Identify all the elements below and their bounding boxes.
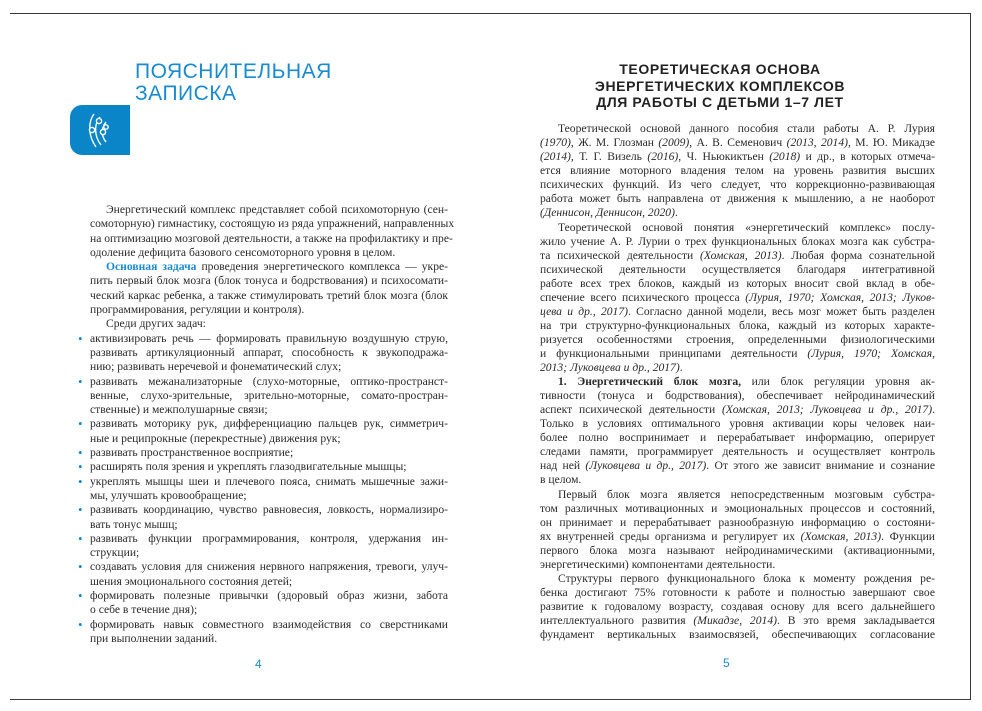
text-line: первого блока мозга называют нейродинамическими (активационными, xyxy=(540,543,935,557)
bullet-item xyxy=(78,459,448,475)
left-page-body xyxy=(78,203,455,646)
text-line: пить первый блок мозга (блок тонуса и бодрствования) и психосомати- xyxy=(90,274,448,288)
text-run: и др., в которых отмеча- xyxy=(800,150,935,163)
paragraph xyxy=(90,203,455,260)
text-line: расширять поля зрения и укреплять глазодвигательные мышцы; xyxy=(90,460,407,474)
text-run: . Функции xyxy=(881,529,935,543)
bullet-icon: • xyxy=(78,559,83,575)
bullet-item xyxy=(78,416,448,446)
title-line: ЭНЕРГЕТИЧЕСКИХ КОМПЛЕКСОВ xyxy=(594,77,846,94)
citation: (Хомская, 2013; Луковцева и др., 2017) xyxy=(722,403,933,416)
text-line: развивать межанализаторные (слухо-моторные, оптико-пространст- xyxy=(90,374,448,388)
text-line: Структуры первого функционального блока к моменту рождения ре- xyxy=(558,572,935,585)
text-line: вать тонус мышц; xyxy=(90,517,178,531)
text-line xyxy=(540,459,935,473)
bullet-icon: • xyxy=(78,416,83,432)
text-run: интеллектуального развития xyxy=(540,614,694,627)
citation: (Лурия, 1970; Хомская, xyxy=(807,346,935,360)
text-run: аспект психической деятельности xyxy=(540,403,723,416)
text-line: укреплять мышцы шеи и плечевого пояса, снимать мышечные зажи- xyxy=(90,474,448,488)
citation: 2013; Луковцева и др., 2017) xyxy=(540,360,680,374)
citation: (2009) xyxy=(658,136,690,149)
bullet-item xyxy=(78,445,448,461)
text-line: развивать моторику рук, дифференциацию пальцев рук, симметрич- xyxy=(90,417,448,431)
bullet-icon: • xyxy=(78,588,83,604)
bullet-item xyxy=(78,373,448,418)
bullet-icon: • xyxy=(78,616,83,632)
text-line: Среди других задач: xyxy=(106,317,206,331)
text-run: . Любая форма сознательной xyxy=(781,248,935,262)
bullet-item xyxy=(78,588,448,618)
text-line: следами памяти, программирует деятельность и осуществляет контроль xyxy=(540,445,935,458)
paragraph xyxy=(540,488,935,572)
text-run: . Согласно данной модели, весь мозг может быть разделен xyxy=(628,304,935,318)
text-line: ется влияние моторного владения телом на уровень развития высших xyxy=(540,164,935,177)
text-run: , А. В. Семенович xyxy=(689,136,787,149)
text-run: . В это время закладывается xyxy=(776,614,935,627)
text-run: . От этого же зависит внимание и сознание xyxy=(706,459,936,472)
bullet-icon: • xyxy=(78,473,83,489)
text-line: активизировать речь — формировать правильную воздушную струю, xyxy=(90,331,448,345)
text-line: психической деятельности осуществляется благодаря интегративной xyxy=(540,262,935,276)
citation: (Лурия, 1970; Хомская, 2013; Луков- xyxy=(745,290,935,304)
text-line: одоление дефицита базового сенсомоторного уровня в целом. xyxy=(90,245,396,259)
text-line: развивать артикуляционный аппарат, способность к звукоподража- xyxy=(90,345,448,359)
title-line: ПОЯСНИТЕЛЬНАЯ xyxy=(135,60,332,83)
text-line: Теоретической основой данного пособия стали работы А. Р. Лурия xyxy=(558,122,935,135)
paragraph xyxy=(540,375,935,487)
text-line: ственные) и межполушарные связи; xyxy=(90,403,268,417)
bullet-icon: • xyxy=(78,459,83,475)
text-line xyxy=(90,260,448,274)
text-run: . xyxy=(932,403,935,416)
citation: (2016) xyxy=(647,150,679,163)
text-line: на оптимизацию мозговой деятельности, а также на профилактику и пре- xyxy=(90,231,453,245)
paragraph xyxy=(540,221,935,375)
text-line: шения эмоционального состояния детей; xyxy=(90,574,293,588)
text-line: о себе в течение дня); xyxy=(90,603,198,617)
text-run: или блок регуляции уровня ак- xyxy=(741,375,935,388)
accent-term: Основная задача xyxy=(106,260,197,274)
text-line: мы, улучшать кровообращение; xyxy=(90,488,247,502)
text-line: психических функций. Из чего следует, что коррекционно-развивающая xyxy=(540,178,935,191)
text-line: энергетическими) компонентами деятельности. xyxy=(540,557,776,571)
section-icon-box xyxy=(70,105,130,155)
title-line: ДЛЯ РАБОТЫ С ДЕТЬМИ 1–7 ЛЕТ xyxy=(596,94,844,110)
bullet-icon: • xyxy=(78,445,83,461)
text-line xyxy=(540,305,935,319)
paragraph xyxy=(540,122,935,220)
citation: (2014) xyxy=(540,150,571,163)
text-line: работе всех трех блоков, каждый из которых вносит свой вклад в обе- xyxy=(540,276,935,290)
text-line: создавать условия для снижения нервного напряжения, тревоги, улуч- xyxy=(90,560,448,574)
text-line: в целом. xyxy=(540,473,582,486)
text-line: на три структурно-функциональных блока, каждый из которых характе- xyxy=(540,318,935,332)
text-line: Теоретической основой понятия «энергетический комплекс» послу- xyxy=(558,220,935,234)
text-line xyxy=(540,150,935,164)
text-run: проведения энергетического комплекса — укре- xyxy=(196,260,448,274)
text-line: программирования, регуляции и контроля). xyxy=(90,303,305,317)
text-run: ях внутренней среды организма и регулирует их xyxy=(540,529,801,543)
text-line xyxy=(540,614,935,628)
text-line: развивать функции программирования, контроля, удержания ин- xyxy=(90,531,448,545)
text-line: развивать пространственное восприятие; xyxy=(90,446,294,460)
text-line: струкции; xyxy=(90,546,140,560)
text-line: ризуется особенностями строения, определенными физиологическими xyxy=(540,332,935,346)
bullet-icon: • xyxy=(78,530,83,546)
page-number-left: 4 xyxy=(255,657,262,671)
text-line: Только в условиях оптимального уровня активации коры человек наи- xyxy=(540,417,935,430)
text-line: нию; развивать неречевой и фонематический слух; xyxy=(90,360,342,374)
text-line xyxy=(540,530,935,544)
text-run: та психической деятельности xyxy=(540,248,700,262)
citation: (Деннисон, Деннисон, 2020) xyxy=(540,206,675,219)
text-line xyxy=(540,249,935,263)
text-line: более полно воспринимает и перерабатывает информацию, оперирует xyxy=(540,431,935,444)
text-line: формировать навык совместного взаимодействия со сверстниками xyxy=(90,617,448,631)
bullet-item xyxy=(78,473,448,504)
text-line: ные и реципрокные (перекрестные) движения рук; xyxy=(90,431,341,445)
text-line: развитие к годовалому возрасту, создавая основу для всего дальнейшего xyxy=(540,600,935,613)
text-run: . xyxy=(674,206,678,219)
left-page-title xyxy=(135,61,332,105)
text-line: ческий каркас ребенка, а также стимулировать третий блок мозга (блок xyxy=(90,288,448,302)
citation: (2013, 2014) xyxy=(786,136,849,149)
paragraph xyxy=(90,317,448,331)
bullet-icon: • xyxy=(78,373,83,389)
text-line xyxy=(540,361,935,375)
text-run: , М. Ю. Микадзе xyxy=(848,136,935,149)
text-line: тивности (тонуса и бодрствования), обеспечивает нейродинамический xyxy=(540,389,935,402)
text-line xyxy=(540,347,935,361)
citation: (Микадзе, 2014) xyxy=(693,614,777,627)
page-number-right: 5 xyxy=(723,656,730,670)
text-line: бенка достигают 75% готовности к работе и полностью завершают свое xyxy=(540,586,935,599)
right-page-title xyxy=(560,61,880,111)
text-line: сомоторную) гимнастику, состоящую из ряда упражнений, направленных xyxy=(90,217,455,231)
bold-heading: 1. Энергетический блок мозга, xyxy=(558,375,742,388)
text-run: , Ж. М. Глозман xyxy=(570,136,659,149)
text-line: он принимает и перерабатывает разнообразную информацию о состояни- xyxy=(540,515,935,529)
text-line: венные, слухо-зрительные, зрительно-моторные, сомато-простран- xyxy=(90,388,448,402)
right-page-body xyxy=(540,122,935,643)
paragraph xyxy=(90,260,448,317)
text-line: работа может быть направлена от движения к мышлению, а не наоборот xyxy=(540,192,935,205)
text-line xyxy=(540,403,935,417)
text-line: развивать координацию, чувство равновесия, ловкость, нормализиро- xyxy=(90,503,448,517)
bullet-item xyxy=(78,616,448,647)
citation: (Луковцева и др., 2017) xyxy=(585,459,707,472)
bullet-icon: • xyxy=(78,330,83,346)
bullet-item xyxy=(78,502,448,532)
citation: цева и др., 2017) xyxy=(540,304,629,318)
citation: (Хомская, 2013) xyxy=(800,529,882,543)
citation: (Хомская, 2013) xyxy=(699,248,782,262)
text-line xyxy=(540,206,935,220)
paragraph xyxy=(540,572,935,642)
brain-nerves-icon xyxy=(84,110,114,150)
citation: (1970) xyxy=(540,136,571,149)
text-line: фундамент вертикальных взаимосвязей, обеспечивающих согласование xyxy=(540,628,935,641)
text-run: и функциональными принципами деятельности xyxy=(540,346,808,360)
text-line: том различных мотивационных и эмоциональных процессов и состояний, xyxy=(540,501,935,515)
bullet-item xyxy=(78,330,448,375)
text-run: , Ч. Ньюкиктьен xyxy=(678,150,770,163)
text-line: Первый блок мозга является непосредственным мозговым субстра- xyxy=(558,487,935,501)
citation: (2018) xyxy=(769,150,801,163)
bullet-item xyxy=(78,530,448,561)
text-line: формировать полезные привычки (здоровый образ жизни, забота xyxy=(90,589,448,603)
text-line: жило учение А. Р. Лурии о трех функциональных блоках мозга как субстра- xyxy=(540,234,935,248)
title-line: ЗАПИСКА xyxy=(135,82,237,105)
text-run: над ней xyxy=(540,459,586,472)
text-line: Энергетический комплекс представляет собой психомоторную (сен- xyxy=(106,203,448,216)
text-line: при выполнении заданий. xyxy=(90,631,218,645)
text-line xyxy=(540,136,935,150)
text-run: спечение всего психического процесса xyxy=(540,290,746,304)
text-run: . xyxy=(679,360,683,374)
text-line xyxy=(540,291,935,305)
text-line xyxy=(540,375,935,389)
bullet-icon: • xyxy=(78,502,83,518)
bullet-item xyxy=(78,559,448,589)
text-run: , Т. Г. Визель xyxy=(570,150,648,163)
title-line: ТЕОРЕТИЧЕСКАЯ ОСНОВА xyxy=(619,61,821,77)
